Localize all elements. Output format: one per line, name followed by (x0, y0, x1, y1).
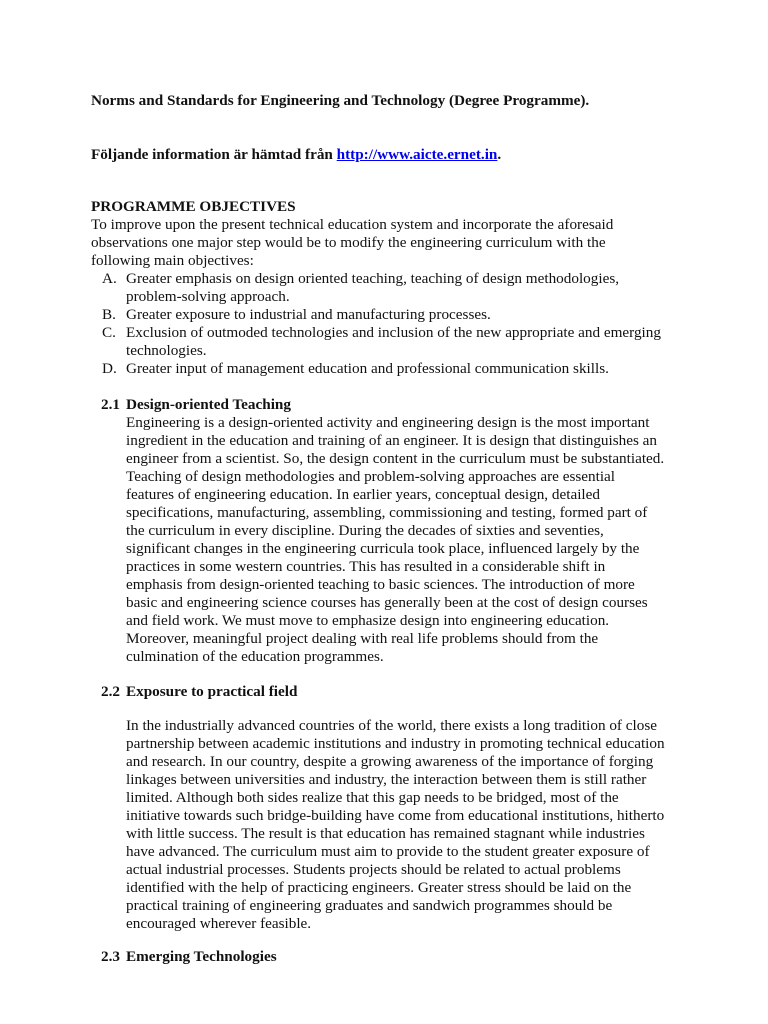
source-prefix: Följande information är hämtad från (91, 146, 337, 163)
section-text-line: culmination of the education programmes. (126, 648, 384, 665)
section-text-line: emphasis from design-oriented teaching to basic sciences. The introduction of more (126, 576, 635, 593)
section-text-line: encouraged wherever feasible. (126, 915, 312, 932)
section-heading: Exposure to practical field (126, 683, 298, 700)
list-marker: A. (102, 270, 117, 287)
list-marker: C. (102, 324, 116, 341)
section-text-line: and research. In our country, despite a growing awareness of the importance of forging (126, 753, 654, 770)
section-text-line: partnership between academic institutions and industry in promoting technical education (126, 735, 665, 752)
objectives-intro-line: observations one major step would be to modify the engineering curriculum with the (91, 234, 606, 251)
list-marker: B. (102, 306, 116, 323)
section-text-line: practical training of engineering graduates and sandwich programmes should be (126, 897, 613, 914)
list-marker: D. (102, 360, 117, 377)
section-number: 2.2 (101, 683, 120, 700)
section-text-line: specifications, manufacturing, assembling, commissioning and testing, formed part of (126, 504, 648, 521)
objectives-intro-line: To improve upon the present technical education system and incorporate the aforesaid (91, 216, 614, 233)
section-text-line: In the industrially advanced countries of the world, there exists a long tradition of close (126, 717, 657, 734)
section-text-line: practices in some western countries. This has resulted in a considerable shift in (126, 558, 606, 575)
document-title: Norms and Standards for Engineering and Technology (Degree Programme). (91, 92, 590, 109)
section-text-line: Moreover, meaningful project dealing with real life problems should from the (126, 630, 599, 647)
list-item-line: Exclusion of outmoded technologies and inclusion of the new appropriate and emerging (126, 324, 661, 341)
source-line (91, 146, 501, 164)
section-text-line: initiative towards such bridge-building have come from educational institutions, hitherto (126, 807, 665, 824)
section-number: 2.1 (101, 396, 120, 413)
objectives-intro-line: following main objectives: (91, 252, 254, 269)
section-text-line: basic and engineering science courses has generally been at the cost of design courses (126, 594, 648, 611)
section-text-line: Engineering is a design-oriented activity and engineering design is the most important (126, 414, 650, 431)
section-heading: Emerging Technologies (126, 948, 277, 965)
section-text-line: identified with the help of practicing engineers. Greater stress should be laid on the (126, 879, 632, 896)
objectives-heading: PROGRAMME OBJECTIVES (91, 198, 296, 215)
list-item-line: Greater exposure to industrial and manufacturing processes. (126, 306, 491, 323)
section-text-line: the curriculum in every discipline. During the decades of sixties and seventies, (126, 522, 604, 539)
section-heading: Design-oriented Teaching (126, 396, 291, 413)
section-text-line: significant changes in the engineering curricula took place, influenced largely by the (126, 540, 640, 557)
source-link[interactable]: http://www.aicte.ernet.in (336, 146, 498, 163)
section-text-line: engineer from a scientist. So, the design content in the curriculum must be substantiated. (126, 450, 665, 467)
list-item-line: technologies. (126, 342, 207, 359)
source-suffix: . (497, 146, 502, 163)
list-item-line: Greater input of management education and professional communication skills. (126, 360, 609, 377)
section-text-line: Teaching of design methodologies and problem-solving approaches are essential (126, 468, 616, 485)
section-number: 2.3 (101, 948, 120, 965)
section-text-line: and field work. We must move to emphasize design into engineering education. (126, 612, 610, 629)
section-text-line: linkages between universities and industry, the interaction between them is still rather (126, 771, 647, 788)
section-text-line: with little success. The result is that education has remained stagnant while industries (126, 825, 645, 842)
list-item-line: problem-solving approach. (126, 288, 290, 305)
list-item-line: Greater emphasis on design oriented teaching, teaching of design methodologies, (126, 270, 620, 287)
section-text-line: limited. Although both sides realize that this gap needs to be bridged, most of the (126, 789, 619, 806)
section-text-line: have advanced. The curriculum must aim to provide to the student greater exposure of (126, 843, 650, 860)
section-text-line: features of engineering education. In earlier years, conceptual design, detailed (126, 486, 600, 503)
section-text-line: ingredient in the education and training of an engineer. It is design that distinguishes an (126, 432, 658, 449)
section-text-line: actual industrial processes. Students projects should be related to actual problems (126, 861, 621, 878)
